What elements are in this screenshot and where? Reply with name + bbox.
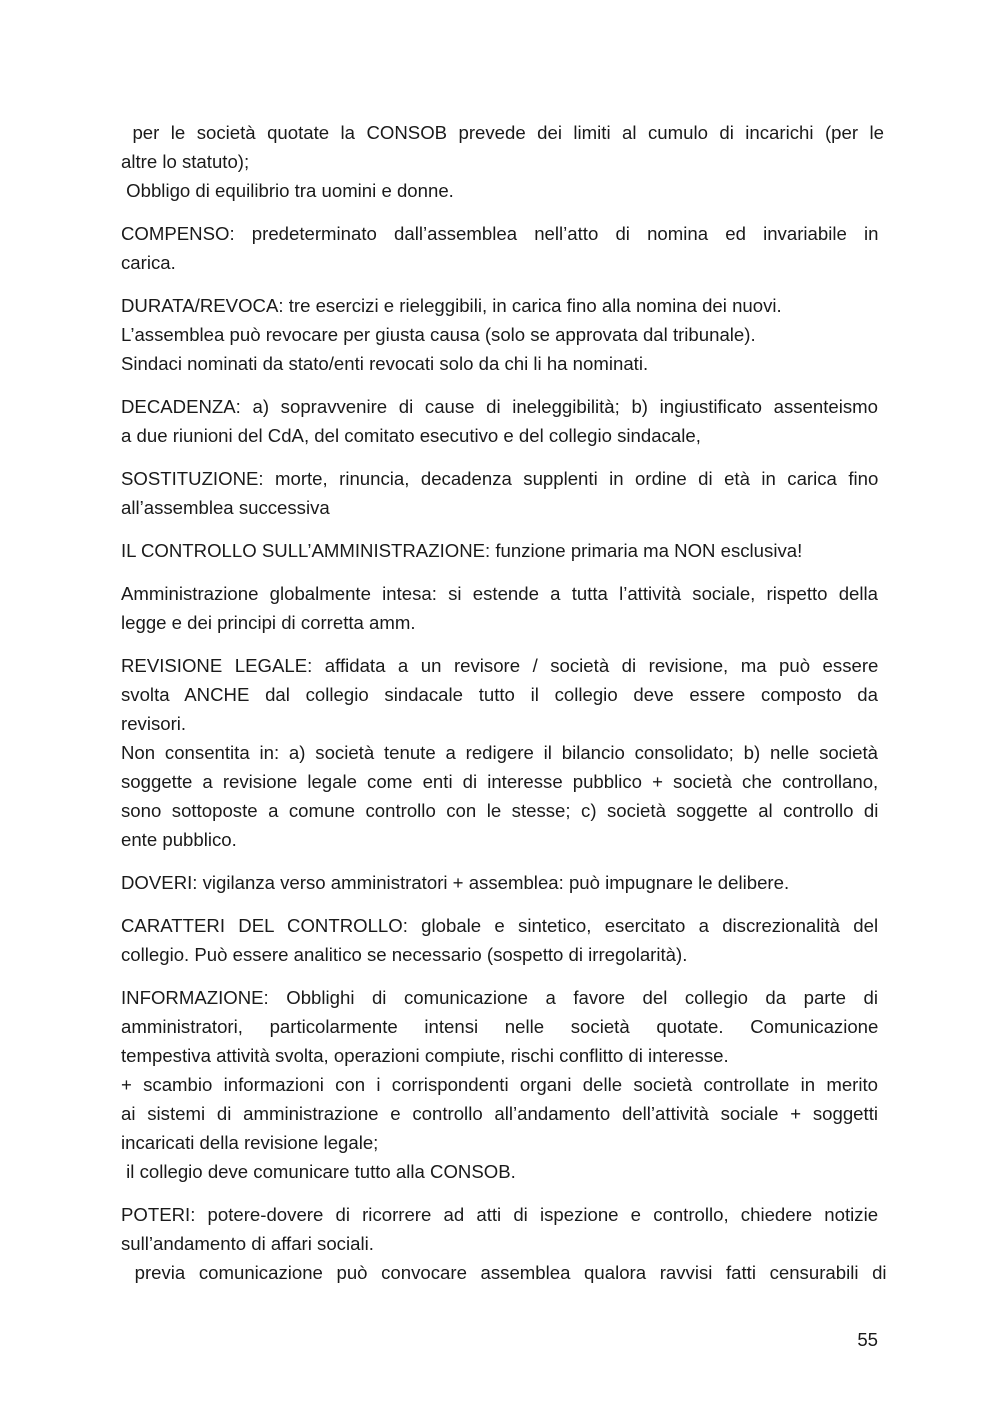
paragraph [121, 291, 878, 378]
text-line: all’assemblea successiva [121, 497, 330, 518]
text-line: ente pubblico. [121, 829, 237, 850]
paragraph [121, 579, 878, 637]
paragraph [121, 1200, 887, 1287]
paragraph [121, 651, 878, 854]
text-line: COMPENSO: predeterminato dall’assemblea nell’atto di nomina ed invariabile in [121, 223, 879, 244]
text-line: legge e dei principi di corretta amm. [121, 612, 416, 633]
text-line: a due riunioni del CdA, del comitato esecutivo e del collegio sindacale, [121, 425, 701, 446]
text-line: il collegio deve comunicare tutto alla CONSOB. [121, 1161, 516, 1182]
text-line: Amministrazione globalmente intesa: si estende a tutta l’attività sociale, rispetto della [121, 583, 878, 604]
paragraph [121, 911, 878, 969]
text-line: DURATA/REVOCA: tre esercizi e rieleggibili, in carica fino alla nomina dei nuovi. [121, 295, 782, 316]
text-line: Non consentita in: a) società tenute a redigere il bilancio consolidato; b) nelle società [121, 742, 878, 763]
paragraph [121, 392, 878, 450]
text-line: POTERI: potere-dovere di ricorrere ad atti di ispezione e controllo, chiedere notizie [121, 1204, 879, 1225]
document-body [121, 118, 887, 1301]
text-line: tempestiva attività svolta, operazioni compiute, rischi conflitto di interesse. [121, 1045, 729, 1066]
paragraph [121, 118, 884, 205]
paragraph [121, 219, 878, 277]
text-line: sono sottoposte a comune controllo con le stesse; c) società soggette al controllo di [121, 800, 879, 821]
paragraph [121, 868, 878, 897]
text-line: SOSTITUZIONE: morte, rinuncia, decadenza supplenti in ordine di età in carica fino [121, 468, 879, 489]
text-line: ai sistemi di amministrazione e controllo all’andamento dell’attività sociale + soggetti [121, 1103, 878, 1124]
page-number: 55 [857, 1329, 878, 1350]
text-line: altre lo statuto); [121, 151, 250, 172]
text-line: carica. [121, 252, 176, 273]
text-line: Obbligo di equilibrio tra uomini e donne. [121, 180, 454, 201]
text-line: INFORMAZIONE: Obblighi di comunicazione a favore del collegio da parte di [121, 987, 878, 1008]
text-line: previa comunicazione può convocare assemblea qualora ravvisi fatti censurabili di [121, 1262, 887, 1283]
text-line: per le società quotate la CONSOB prevede dei limiti al cumulo di incarichi (per le [121, 122, 884, 143]
paragraph [121, 464, 878, 522]
text-line: revisori. [121, 713, 187, 734]
text-line: + scambio informazioni con i corrispondenti organi delle società controllate in merito [121, 1074, 878, 1095]
paragraph [121, 983, 878, 1186]
text-line: REVISIONE LEGALE: affidata a un revisore / società di revisione, ma può essere [121, 655, 879, 676]
text-line: sull’andamento di affari sociali. [121, 1233, 374, 1254]
text-line: collegio. Può essere analitico se necessario (sospetto di irregolarità). [121, 944, 688, 965]
text-line: DOVERI: vigilanza verso amministratori + assemblea: può impugnare le delibere. [121, 872, 790, 893]
text-line: svolta ANCHE dal collegio sindacale tutto il collegio deve essere composto da [121, 684, 878, 705]
text-line: soggette a revisione legale come enti di interesse pubblico + società che controllano, [121, 771, 879, 792]
text-line: IL CONTROLLO SULL’AMMINISTRAZIONE: funzione primaria ma NON esclusiva! [121, 540, 803, 561]
text-line: amministratori, particolarmente intensi nelle società quotate. Comunicazione [121, 1016, 879, 1037]
text-line: CARATTERI DEL CONTROLLO: globale e sintetico, esercitato a discrezionalità del [121, 915, 879, 936]
text-line: Sindaci nominati da stato/enti revocati solo da chi li ha nominati. [121, 353, 649, 374]
text-line: DECADENZA: a) sopravvenire di cause di ineleggibilità; b) ingiustificato assenteismo [121, 396, 878, 417]
paragraph [121, 536, 878, 565]
text-line: incaricati della revisione legale; [121, 1132, 379, 1153]
text-line: L’assemblea può revocare per giusta causa (solo se approvata dal tribunale). [121, 324, 756, 345]
